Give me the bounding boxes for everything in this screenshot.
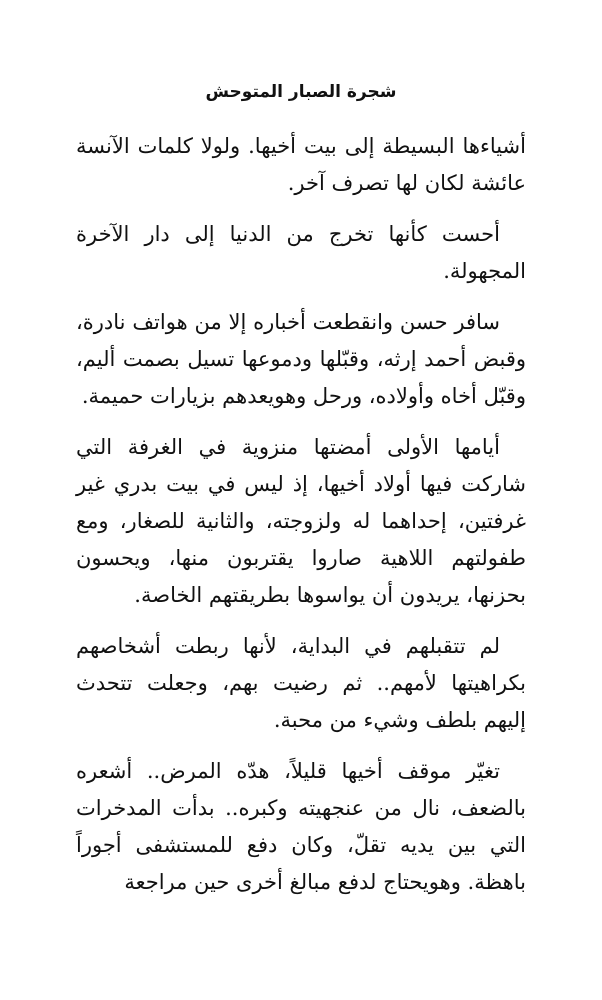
paragraph-5: لم تتقبلهم في البداية، لأنها ربطت أشخاصهم بكراهيتها لأمهم.. ثم رضيت بهم، وجعلت تتحدث إليهم بلطف وشيء من محبة. [76, 634, 526, 732]
paragraph-3: سافر حسن وانقطعت أخباره إلا من هواتف نادرة، وقبض أحمد إرثه، وقبّلها ودموعها تسيل بصمت أليم، وقبّل أخاه وأولاده، ورحل وهويعدهم بزيارات حميمة. [76, 310, 526, 408]
paragraph-2: أحست كأنها تخرج من الدنيا إلى دار الآخرة المجهولة. [76, 222, 526, 283]
paragraph-1: أشياءها البسيطة إلى بيت أخيها. ولولا كلمات الآنسة عائشة لكان لها تصرف آخر. [76, 134, 526, 195]
paragraph-6: تغيّر موقف أخيها قليلاً، هدّه المرض.. أشعره بالضعف، نال من عنجهيته وكبره.. بدأت المدخرات التي بين يديه تقلّ، وكان دفع للمستشفى أجوراً باهظة. وهويحتاج لدفع مبالغ أخرى حين مراجعة [76, 759, 526, 894]
page-title: شجرة الصبار المتوحش [205, 82, 397, 102]
paragraph-4: أيامها الأولى أمضتها منزوية في الغرفة التي شاركت فيها أولاد أخيها، إذ ليس في بيت بدري غير غرفتين، إحداهما له ولزوجته، والثانية للصغار، ومع طفولتهم اللاهية صاروا يقتربون منها، ويحسون بحزنها، يريدون أن يواسوها بطريقتهم الخاصة. [76, 435, 526, 607]
